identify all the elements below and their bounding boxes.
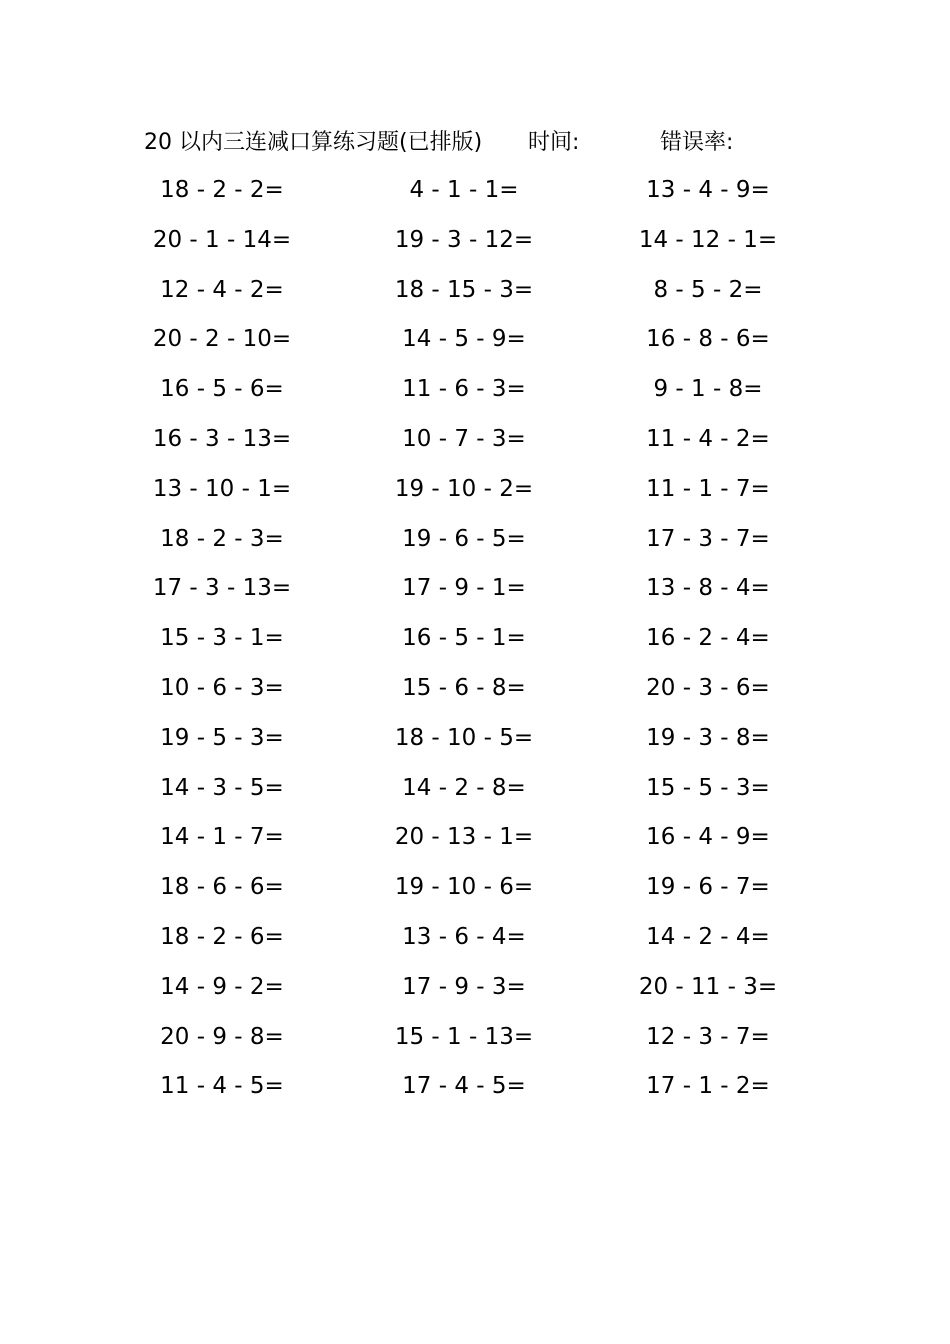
problem-row — [0, 819, 950, 869]
problem-item: 11 - 4 - 5= — [160, 1073, 284, 1100]
problem-item: 16 - 5 - 1= — [402, 625, 526, 652]
problem-item: 20 - 1 - 14= — [152, 226, 292, 253]
problem-item: 18 - 2 - 3= — [160, 525, 284, 552]
problem-row — [0, 521, 950, 571]
problem-row — [0, 770, 950, 820]
problem-item: 16 - 2 - 4= — [646, 625, 770, 652]
problem-item: 17 - 9 - 1= — [402, 575, 526, 602]
problem-item: 19 - 5 - 3= — [160, 724, 284, 751]
problem-item: 19 - 3 - 8= — [646, 724, 770, 751]
worksheet-header — [0, 126, 950, 160]
problem-item: 20 - 3 - 6= — [646, 674, 770, 701]
problem-item: 18 - 10 - 5= — [394, 724, 534, 751]
problem-item: 15 - 3 - 1= — [160, 625, 284, 652]
problem-row — [0, 720, 950, 770]
problem-item: 13 - 10 - 1= — [152, 475, 292, 502]
problem-row — [0, 670, 950, 720]
problem-item: 17 - 3 - 13= — [152, 575, 292, 602]
problem-item: 18 - 2 - 2= — [160, 177, 284, 203]
problem-item: 14 - 2 - 4= — [646, 923, 770, 950]
problem-item: 12 - 3 - 7= — [646, 1023, 770, 1050]
error-rate-label: 错误率: — [660, 130, 734, 155]
problem-item: 9 - 1 - 8= — [653, 376, 763, 403]
problem-item: 10 - 7 - 3= — [402, 425, 526, 452]
problem-item: 14 - 9 - 2= — [160, 973, 284, 1000]
problem-row — [0, 1019, 950, 1069]
problem-row — [0, 869, 950, 919]
problem-row — [0, 272, 950, 322]
problem-row — [0, 919, 950, 969]
problem-item: 16 - 4 - 9= — [646, 824, 770, 851]
problem-row — [0, 570, 950, 620]
problem-row — [0, 172, 950, 222]
problem-item: 20 - 2 - 10= — [152, 326, 292, 353]
problem-item: 14 - 3 - 5= — [160, 774, 284, 801]
problem-item: 16 - 5 - 6= — [160, 376, 284, 403]
problem-item: 17 - 9 - 3= — [402, 973, 526, 1000]
problem-item: 13 - 8 - 4= — [646, 575, 770, 602]
problem-row — [0, 969, 950, 1019]
problem-item: 12 - 4 - 2= — [160, 276, 284, 303]
problem-item: 17 - 4 - 5= — [402, 1073, 526, 1100]
problem-item: 17 - 1 - 2= — [646, 1073, 770, 1100]
problem-row — [0, 421, 950, 471]
problem-row — [0, 371, 950, 421]
problem-item: 14 - 1 - 7= — [160, 824, 284, 851]
problem-item: 15 - 5 - 3= — [646, 774, 770, 801]
problem-item: 16 - 8 - 6= — [646, 326, 770, 353]
problem-item: 14 - 5 - 9= — [402, 326, 526, 353]
problem-row — [0, 471, 950, 521]
problem-item: 19 - 3 - 12= — [394, 226, 534, 253]
problem-item: 19 - 6 - 5= — [402, 525, 526, 552]
problem-grid — [0, 172, 950, 1118]
problem-item: 13 - 4 - 9= — [646, 177, 770, 203]
problem-item: 16 - 3 - 13= — [152, 425, 292, 452]
problem-item: 17 - 3 - 7= — [646, 525, 770, 552]
problem-item: 10 - 6 - 3= — [160, 674, 284, 701]
problem-item: 11 - 6 - 3= — [402, 376, 526, 403]
time-label: 时间: — [528, 130, 580, 155]
problem-row — [0, 620, 950, 670]
problem-row — [0, 1068, 950, 1118]
problem-item: 15 - 6 - 8= — [402, 674, 526, 701]
problem-item: 13 - 6 - 4= — [402, 923, 526, 950]
problem-item: 19 - 10 - 6= — [394, 874, 534, 901]
problem-item: 15 - 1 - 13= — [394, 1023, 534, 1050]
problem-item: 20 - 11 - 3= — [638, 973, 778, 1000]
worksheet-title: 20 以内三连减口算练习题(已排版) — [144, 130, 483, 155]
problem-row — [0, 321, 950, 371]
problem-item: 18 - 6 - 6= — [160, 874, 284, 901]
problem-row — [0, 222, 950, 272]
problem-item: 19 - 10 - 2= — [394, 475, 534, 502]
problem-item: 14 - 12 - 1= — [638, 226, 778, 253]
problem-item: 18 - 2 - 6= — [160, 923, 284, 950]
problem-item: 4 - 1 - 1= — [409, 177, 519, 203]
problem-item: 20 - 13 - 1= — [394, 824, 534, 851]
problem-item: 8 - 5 - 2= — [653, 276, 763, 303]
problem-item: 20 - 9 - 8= — [160, 1023, 284, 1050]
problem-item: 18 - 15 - 3= — [394, 276, 534, 303]
problem-item: 14 - 2 - 8= — [402, 774, 526, 801]
problem-item: 11 - 1 - 7= — [646, 475, 770, 502]
problem-item: 19 - 6 - 7= — [646, 874, 770, 901]
problem-item: 11 - 4 - 2= — [646, 425, 770, 452]
